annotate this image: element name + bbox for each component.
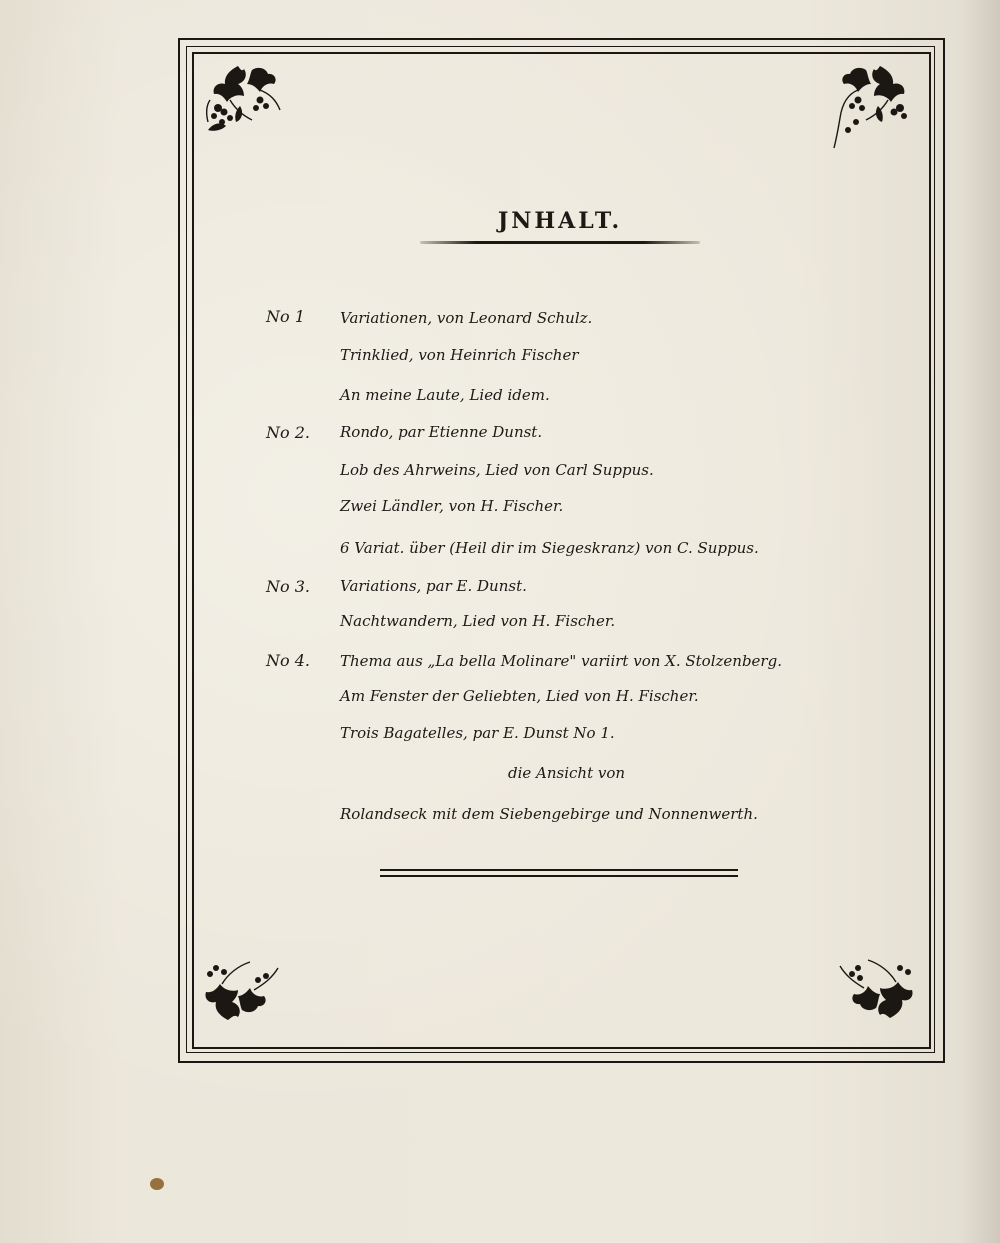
entry-text: Lob des Ahrweins, Lied von Carl Suppus.: [340, 461, 654, 479]
vine-leaf-ornament-icon: [828, 60, 918, 150]
vine-leaf-svg: [830, 948, 920, 1038]
vine-leaf-ornament-icon: [200, 60, 290, 150]
vine-leaf-svg: [198, 950, 288, 1040]
page-edge-shadow: [960, 0, 1000, 1243]
entry-text: die Ansicht von: [508, 764, 626, 782]
entry-text: Nachtwandern, Lied von H. Fischer.: [340, 612, 616, 630]
page-title: JNHALT.: [497, 208, 623, 234]
entry-text: Trinklied, von Heinrich Fischer: [340, 346, 579, 364]
entry-text: Variationen, von Leonard Schulz.: [340, 309, 593, 327]
closing-rule: [380, 875, 738, 877]
vine-leaf-svg: [200, 60, 290, 150]
entry-text: 6 Variat. über (Heil dir im Siegeskranz) von C. Suppus.: [340, 539, 759, 557]
vine-leaf-ornament-icon: [198, 950, 288, 1040]
entry-text: Variations, par E. Dunst.: [340, 577, 527, 595]
entry-text: An meine Laute, Lied idem.: [340, 386, 550, 404]
entry-number: No 3.: [266, 577, 310, 596]
title-underline: [420, 241, 700, 244]
entry-text: Thema aus „La bella Molinare" variirt von X. Stolzenberg.: [340, 652, 782, 670]
entry-number: No 4.: [266, 651, 310, 670]
ink-stain: [150, 1178, 164, 1190]
closing-rule: [380, 869, 738, 871]
entry-text: Zwei Ländler, von H. Fischer.: [340, 497, 564, 515]
entry-text: Am Fenster der Geliebten, Lied von H. Fischer.: [340, 687, 699, 705]
vine-leaf-ornament-icon: [830, 948, 920, 1038]
entry-text: Rondo, par Etienne Dunst.: [340, 423, 543, 441]
entry-number: No 2.: [266, 423, 310, 442]
entry-number: No 1: [266, 307, 305, 326]
entry-text: Trois Bagatelles, par E. Dunst No 1.: [340, 724, 615, 742]
vine-leaf-svg: [828, 60, 918, 150]
entry-text: Rolandseck mit dem Siebengebirge und Nonnenwerth.: [340, 805, 758, 823]
